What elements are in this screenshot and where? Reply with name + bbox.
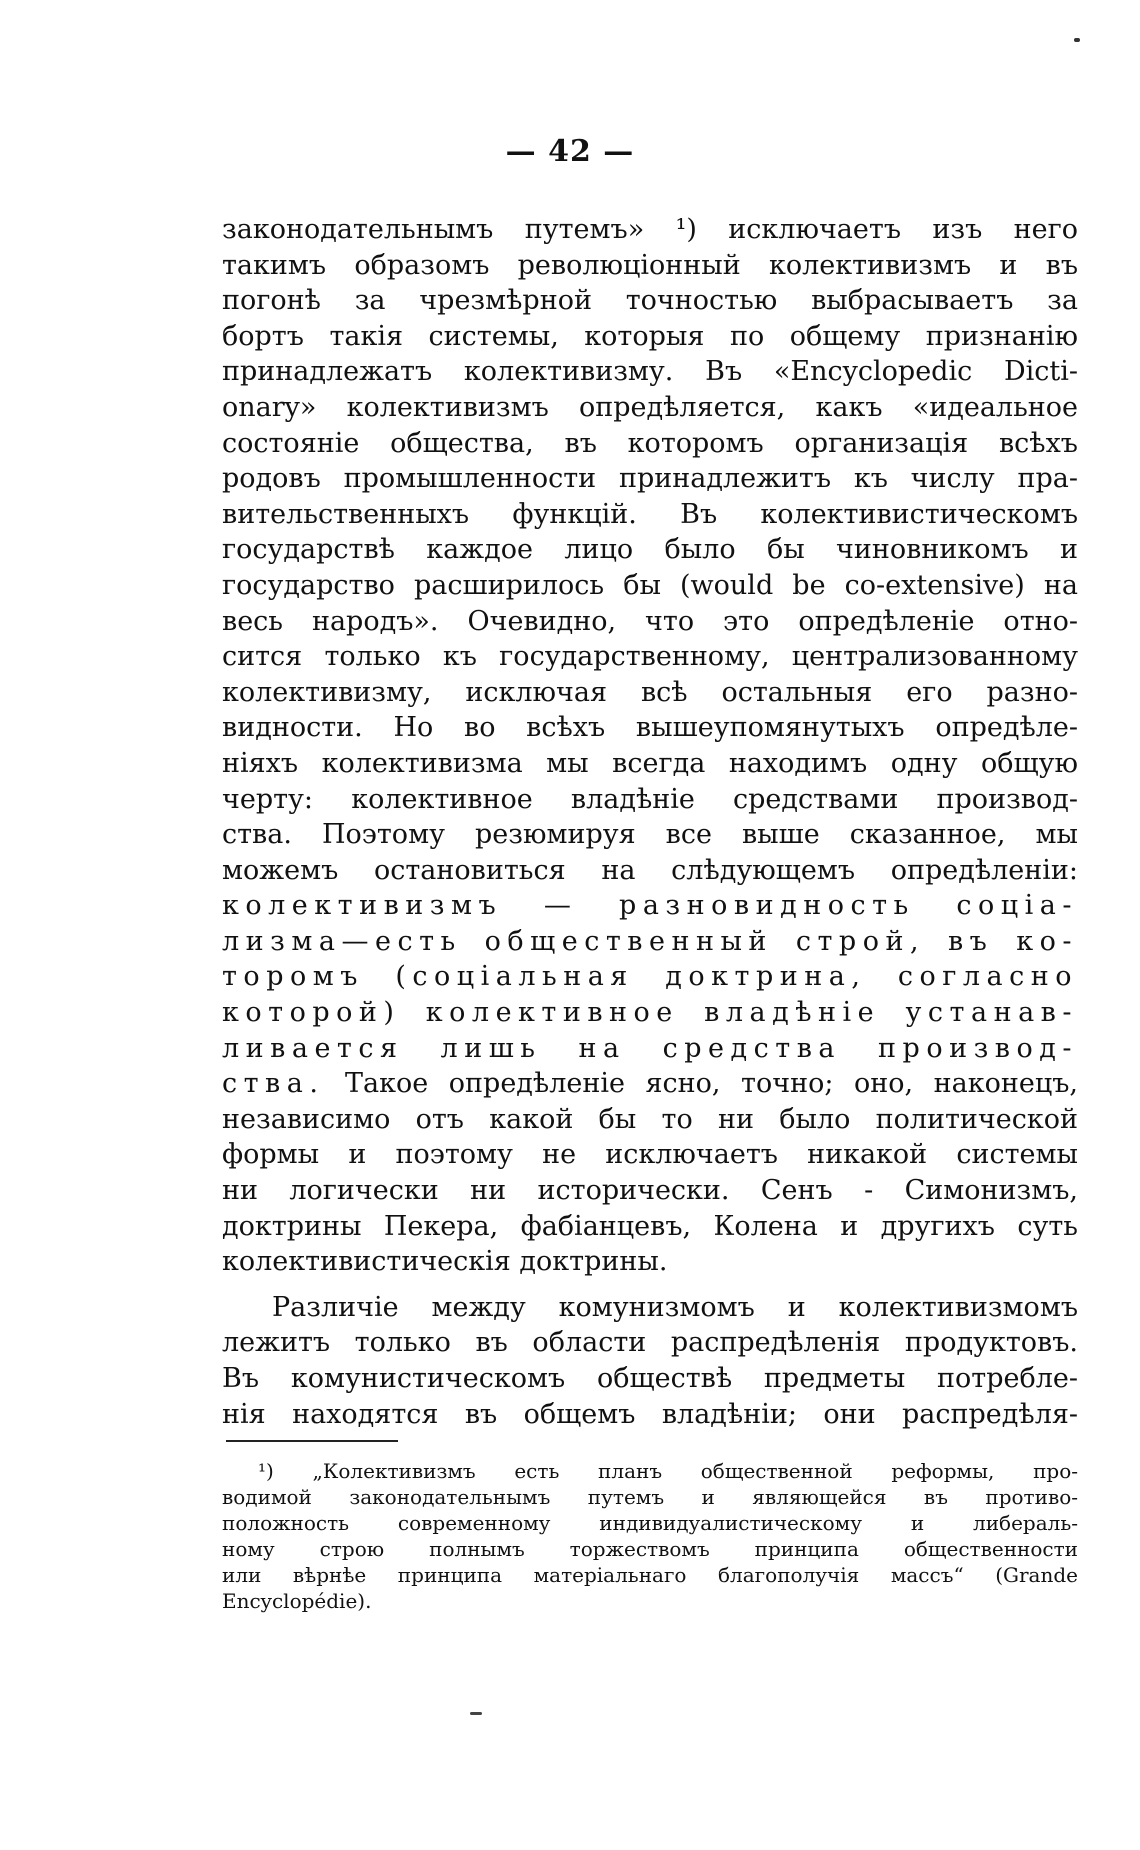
text-line: такимъ образомъ революціонный колективизмъ и въ bbox=[222, 249, 1078, 281]
text-line: Въ комунистическомъ обществѣ предметы потребле- bbox=[222, 1363, 1078, 1394]
text-line: бортъ такія системы, которыя по общему признанію bbox=[222, 320, 1078, 352]
text-line: независимо отъ какой бы то ни было политической bbox=[222, 1103, 1078, 1135]
print-speck bbox=[1074, 38, 1080, 42]
text-line: черту: колективное владѣніе средствами производ- bbox=[222, 783, 1078, 815]
main-text bbox=[222, 212, 1078, 1432]
footnote-line: или вѣрнѣе принципа матеріальнаго благополучія массъ“ (Grande bbox=[222, 1563, 1078, 1587]
text-line: можемъ остановиться на слѣдующемъ опредѣленіи: bbox=[222, 854, 1078, 886]
definition-line: ливается лишь на средства производ- bbox=[222, 1032, 1078, 1064]
text-line: лежитъ только въ области распредѣленія продуктовъ. bbox=[222, 1327, 1078, 1359]
definition-line: торомъ (соціальная доктрина, согласно bbox=[222, 961, 1078, 993]
definition-line: лизма—есть общественный строй, въ ко- bbox=[222, 925, 1078, 957]
text-line: вительственныхъ функцій. Въ колективистическомъ bbox=[222, 498, 1078, 530]
text-line: колективизму, исключая всѣ остальныя его разно- bbox=[222, 676, 1078, 708]
text-line: состояніе общества, въ которомъ организація всѣхъ bbox=[222, 427, 1078, 459]
footnote-separator bbox=[226, 1440, 398, 1442]
definition-line: которой) колективное владѣніе устанав- bbox=[222, 997, 1078, 1029]
print-speck bbox=[470, 1712, 482, 1715]
text-line: весь народъ». Очевидно, что это опредѣленіе отно- bbox=[222, 605, 1078, 637]
definition-line: колективизмъ — разновидность соціа- bbox=[222, 890, 1078, 922]
definition-end: ства. bbox=[222, 1068, 325, 1100]
text-line: колективистическія доктрины. bbox=[222, 1246, 668, 1278]
text-line: родовъ промышленности принадлежитъ къ числу пра- bbox=[222, 463, 1078, 495]
paragraph-gap bbox=[222, 1280, 1078, 1290]
text-line: ніяхъ колективизма мы всегда находимъ одну общую bbox=[222, 747, 1078, 779]
footnote-line: ¹) „Колективизмъ есть планъ общественной реформы, про- bbox=[258, 1459, 1078, 1483]
text-line: видности. Но во всѣхъ вышеупомянутыхъ опредѣле- bbox=[222, 712, 1078, 744]
page-number: — 42 — bbox=[505, 134, 635, 169]
text-line: принадлежатъ колективизму. Въ «Encyclopedic Dicti- bbox=[222, 356, 1078, 388]
text-line: Различіе между комунизмомъ и колективизмомъ bbox=[272, 1291, 1078, 1323]
text-fragment: Такое опредѣленіе ясно, точно; оно, наконецъ, bbox=[324, 1068, 1078, 1100]
footnote bbox=[222, 1458, 1078, 1614]
text-line: onary» колективизмъ опредѣляется, какъ «идеальное bbox=[222, 391, 1078, 423]
text-line: сится только къ государственному, централизованному bbox=[222, 641, 1078, 673]
text-line: законодательнымъ путемъ» ¹) исключаетъ изъ него bbox=[222, 214, 1078, 245]
footnote-line: водимой законодательнымъ путемъ и являющейся въ противо- bbox=[222, 1485, 1078, 1509]
text-line: государство расширилось бы (would be co-extensive) на bbox=[222, 569, 1078, 601]
footnote-line: Encyclopédie). bbox=[222, 1589, 372, 1613]
text-line: нія находятся въ общемъ владѣніи; они распредѣля- bbox=[222, 1398, 1078, 1430]
text-line: формы и поэтому не исключаетъ никакой системы bbox=[222, 1139, 1078, 1171]
footnote-line: ному строю полнымъ торжествомъ принципа общественности bbox=[222, 1537, 1078, 1561]
text-line: ства. Поэтому резюмируя все выше сказанное, мы bbox=[222, 819, 1078, 851]
text-line: ни логически ни исторически. Сенъ - Симонизмъ, bbox=[222, 1175, 1078, 1207]
text-line bbox=[222, 1066, 1078, 1102]
text-line: государствѣ каждое лицо было бы чиновникомъ и bbox=[222, 534, 1078, 566]
footnote-line: положность современному индивидуалистическому и либераль- bbox=[222, 1511, 1078, 1535]
text-line: погонѣ за чрезмѣрной точностью выбрасываетъ за bbox=[222, 285, 1078, 317]
text-line: доктрины Пекера, фабіанцевъ, Колена и другихъ суть bbox=[222, 1210, 1078, 1242]
